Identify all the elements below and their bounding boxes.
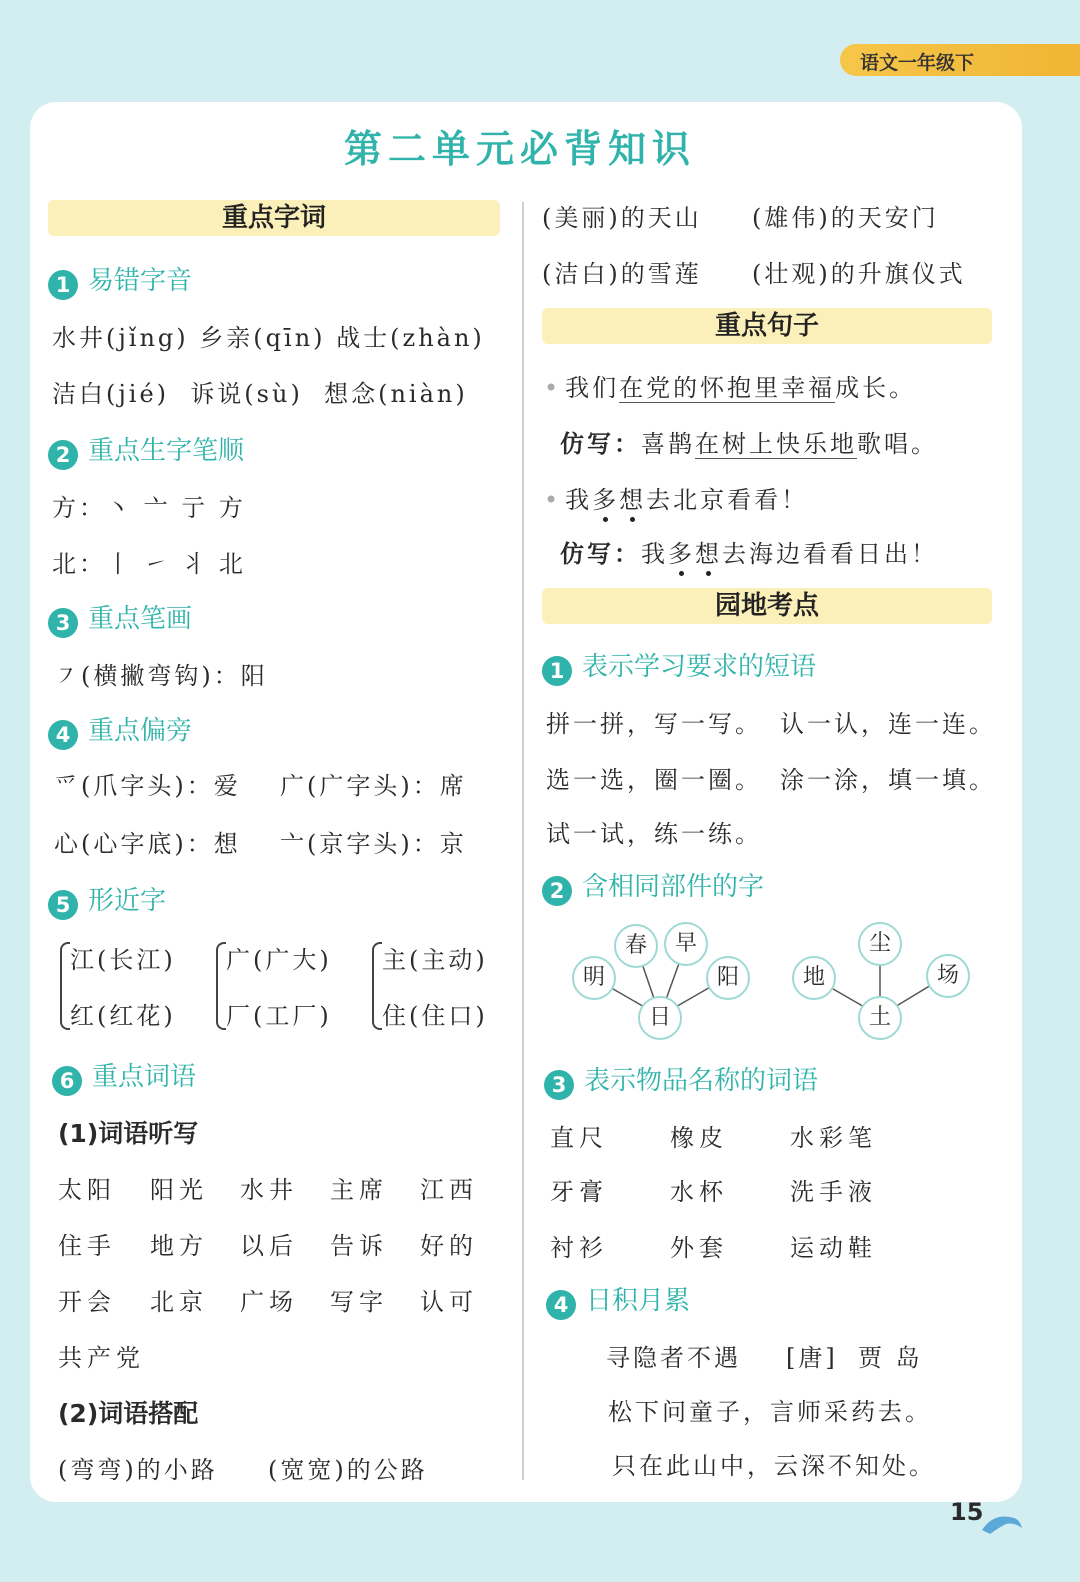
tree-leaf: 地 — [792, 956, 836, 1000]
word: 共产党 — [58, 1344, 145, 1372]
word: 认可 — [420, 1288, 478, 1316]
word: 橡皮 — [670, 1124, 728, 1152]
brace — [216, 942, 226, 1030]
section-number: 3 — [48, 608, 78, 638]
word: 衬衫 — [550, 1234, 608, 1262]
radical-jing: 亠(京字头)：京 — [280, 830, 467, 858]
word: 洗手液 — [790, 1178, 877, 1206]
word: 牙膏 — [550, 1178, 608, 1206]
radical-xiang: 心(心字底)：想 — [54, 830, 241, 858]
word: 阳光 — [150, 1176, 208, 1204]
similar-char: 广(广大) — [226, 946, 332, 974]
word: 以后 — [240, 1232, 298, 1260]
pinyin-row-2 — [52, 374, 468, 409]
word: 开会 — [58, 1288, 116, 1316]
dictation-heading: (1)词语听写 — [58, 1119, 199, 1148]
section-6-heading: 6 重点词语 — [52, 1056, 196, 1096]
similar-char: 主(主动) — [382, 946, 488, 974]
stroke-order-bei: 北：丨 ㇀ 丬 北 — [52, 550, 246, 578]
section-4-heading: 4 重点偏旁 — [48, 710, 192, 750]
word: 江西 — [420, 1176, 478, 1204]
similar-char: 厂(工厂) — [226, 1002, 332, 1030]
collocation: (美丽)的天山 — [542, 204, 702, 232]
topic-2-heading: 2 含相同部件的字 — [542, 866, 764, 906]
sentence-2: • 我多想去北京看看！ — [544, 486, 809, 514]
word: 太阳 — [58, 1176, 116, 1204]
radical-xi: 广(广字头)：席 — [280, 772, 467, 800]
phrase: 涂一涂，填一填。 — [780, 766, 996, 794]
phrase: 拼一拼，写一写。 — [546, 710, 762, 738]
dolphin-icon — [980, 1508, 1024, 1536]
pinyin-item: 诉说(sù) — [190, 380, 303, 408]
similar-char: 住(住口) — [382, 1002, 488, 1030]
section-2-heading: 2 重点生字笔顺 — [48, 430, 244, 470]
collocation: (壮观)的升旗仪式 — [752, 260, 966, 288]
banner-key-sentences: 重点句子 — [542, 308, 992, 344]
word: 运动鞋 — [790, 1234, 877, 1262]
collocation: (洁白)的雪莲 — [542, 260, 702, 288]
phrase: 选一选，圈一圈。 — [546, 766, 762, 794]
sentence-2-imitation: 仿写：我多想去海边看看日出！ — [560, 540, 938, 568]
grade-label: 语文一年级下 — [860, 52, 975, 74]
stroke-order-fang: 方：丶 亠 亍 方 — [52, 494, 246, 522]
banner-garden-points: 园地考点 — [542, 588, 992, 624]
word: 主席 — [330, 1176, 388, 1204]
poem-line-1: 松下问童子，言师采药去。 — [608, 1398, 932, 1426]
sentence-1: • 我们在党的怀抱里幸福成长。 — [544, 374, 917, 402]
tree-leaf: 春 — [614, 924, 658, 968]
page-number: 15 — [950, 1498, 984, 1526]
word: 外套 — [670, 1234, 728, 1262]
section-number: 2 — [542, 876, 572, 906]
topic-4-heading: 4 日积月累 — [546, 1280, 690, 1320]
word: 住手 — [58, 1232, 116, 1260]
radical-ai: 爫(爪字头)：爱 — [54, 772, 241, 800]
grade-tab — [840, 44, 1080, 76]
word: 直尺 — [550, 1124, 608, 1152]
section-5-heading: 5 形近字 — [48, 880, 166, 920]
section-1-heading: 1 易错字音 — [48, 260, 192, 300]
tree-leaf: 明 — [572, 956, 616, 1000]
collocation: (弯弯)的小路 — [58, 1456, 218, 1484]
pinyin-item: 乡亲(qīn) — [199, 324, 326, 352]
section-number: 6 — [52, 1066, 82, 1096]
word: 地方 — [150, 1232, 208, 1260]
word: 水井 — [240, 1176, 298, 1204]
tree-leaf: 尘 — [858, 922, 902, 966]
word: 北京 — [150, 1288, 208, 1316]
pinyin-item: 战士(zhàn) — [336, 324, 485, 352]
poem-line-2: 只在此山中，云深不知处。 — [612, 1452, 936, 1480]
similar-char: 江(长江) — [70, 946, 176, 974]
section-number: 4 — [48, 720, 78, 750]
section-number: 1 — [48, 270, 78, 300]
section-number: 1 — [542, 656, 572, 686]
pinyin-row-1 — [52, 318, 485, 353]
word: 告诉 — [330, 1232, 388, 1260]
pinyin-item: 洁白(jié) — [52, 380, 170, 408]
tree-center: 土 — [858, 996, 902, 1040]
word: 好的 — [420, 1232, 478, 1260]
phrase: 认一认，连一连。 — [780, 710, 996, 738]
similar-char: 红(红花) — [70, 1002, 176, 1030]
tree-leaf: 场 — [926, 954, 970, 998]
poem-author: 贾 岛 — [858, 1344, 923, 1372]
topic-3-heading: 3 表示物品名称的词语 — [544, 1060, 818, 1100]
collocation-heading: (2)词语搭配 — [58, 1399, 199, 1428]
word: 写字 — [330, 1288, 388, 1316]
section-number: 3 — [544, 1070, 574, 1100]
pinyin-item: 想念(niàn) — [324, 380, 468, 408]
column-divider — [522, 202, 524, 1480]
collocation: (宽宽)的公路 — [268, 1456, 428, 1484]
poem-dynasty: [唐] — [786, 1344, 838, 1372]
section-3-heading: 3 重点笔画 — [48, 598, 192, 638]
tree-leaf: 阳 — [706, 956, 750, 1000]
tree-leaf: 早 — [664, 922, 708, 966]
word: 水杯 — [670, 1178, 728, 1206]
brace — [372, 942, 382, 1030]
topic-1-heading: 1 表示学习要求的短语 — [542, 646, 816, 686]
sentence-1-imitation: 仿写：喜鹊在树上快乐地歌唱。 — [560, 430, 938, 458]
tree-center: 日 — [638, 996, 682, 1040]
brace — [60, 942, 70, 1030]
banner-key-words: 重点字词 — [48, 200, 500, 236]
word: 广场 — [240, 1288, 298, 1316]
section-number: 4 — [546, 1290, 576, 1320]
word: 水彩笔 — [790, 1124, 877, 1152]
collocation: (雄伟)的天安门 — [752, 204, 939, 232]
poem-title: 寻隐者不遇 — [606, 1344, 741, 1372]
page-title: 第二单元必背知识 — [343, 127, 696, 171]
section-number: 2 — [48, 440, 78, 470]
key-stroke: ㇇(横撇弯钩)：阳 — [54, 662, 268, 690]
section-number: 5 — [48, 890, 78, 920]
phrase: 试一试，练一练。 — [546, 820, 762, 848]
pinyin-item: 水井(jǐng) — [52, 324, 189, 352]
